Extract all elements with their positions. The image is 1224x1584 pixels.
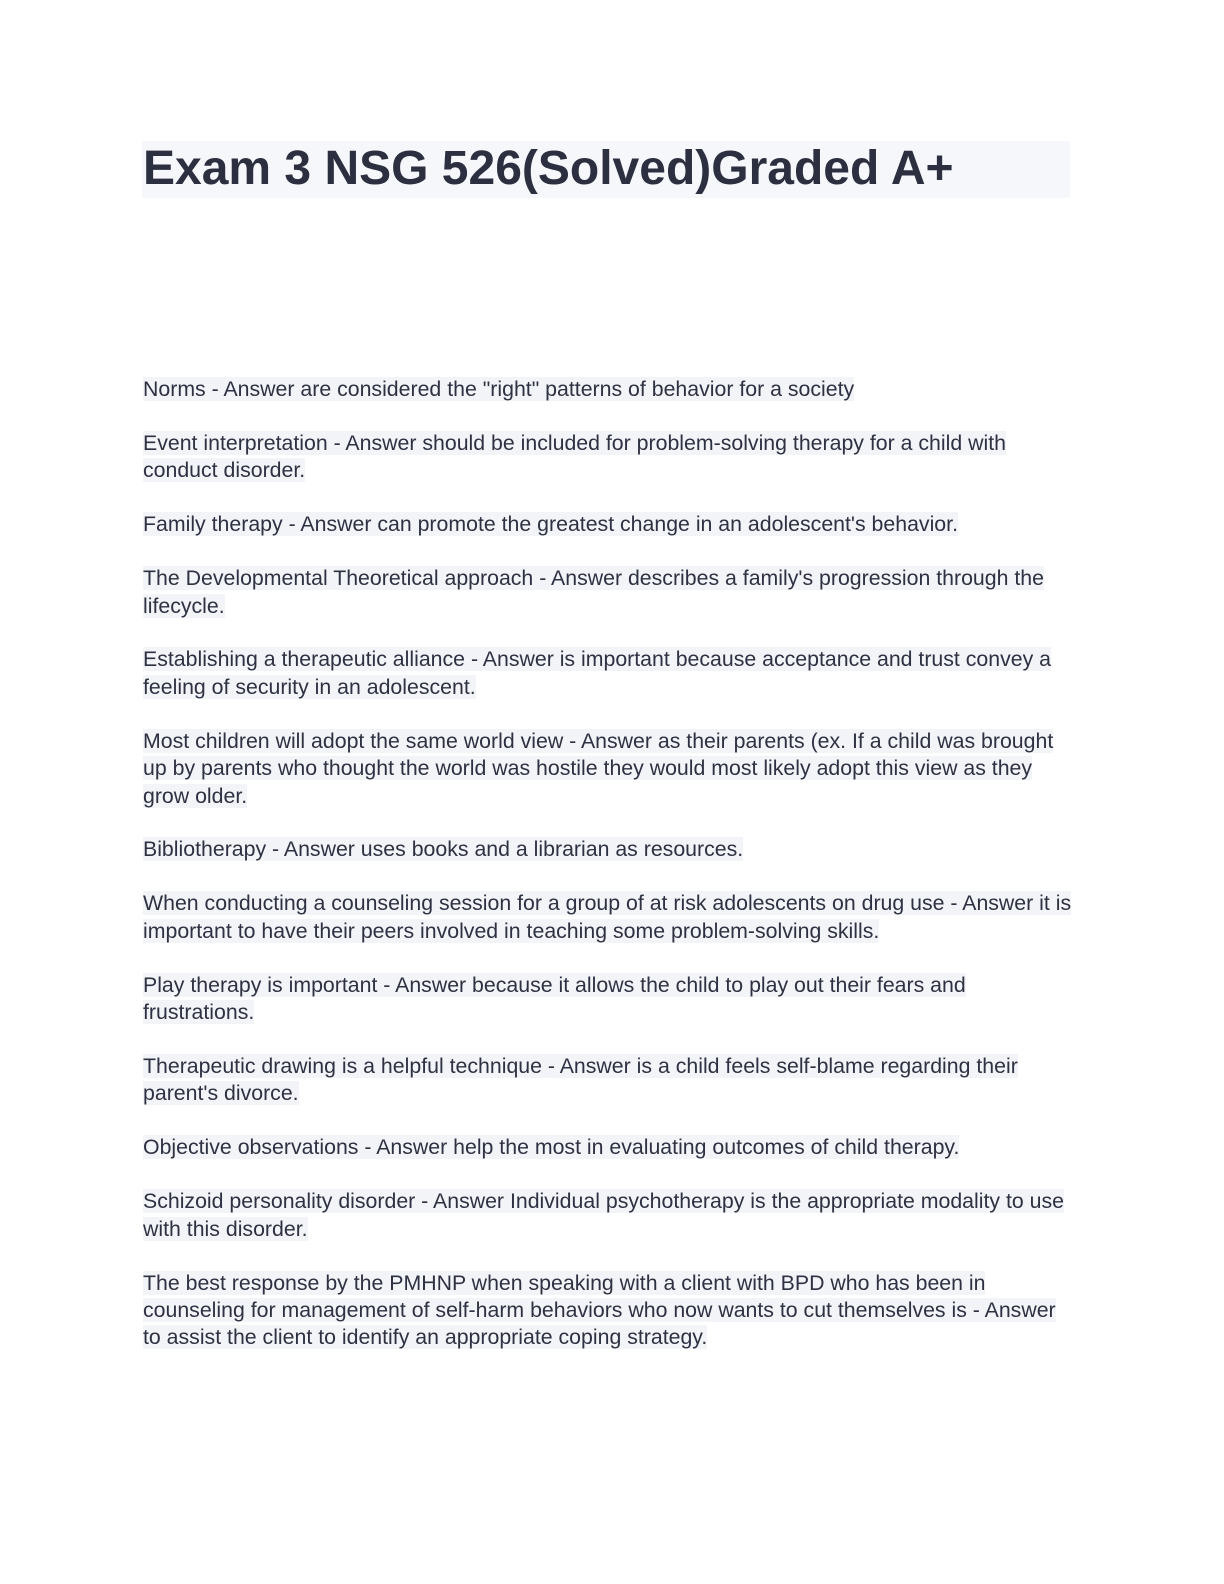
qa-text: Schizoid personality disorder - Answer Individual psychotherapy is the appropriate modality to use with this disorder. <box>143 1189 1064 1241</box>
qa-item <box>143 1134 1078 1161</box>
qa-text: Bibliotherapy - Answer uses books and a librarian as resources. <box>143 837 744 862</box>
qa-item <box>143 430 1078 485</box>
qa-list <box>143 376 1078 1378</box>
qa-item <box>143 1270 1078 1352</box>
qa-item <box>143 565 1078 620</box>
qa-item <box>143 728 1078 810</box>
qa-text: Therapeutic drawing is a helpful technique - Answer is a child feels self-blame regarding their parent's divorce. <box>143 1054 1018 1106</box>
qa-item <box>143 890 1078 945</box>
qa-text: The Developmental Theoretical approach - Answer describes a family's progression through the lifecycle. <box>143 566 1044 618</box>
qa-text: Play therapy is important - Answer because it allows the child to play out their fears and frustrations. <box>143 972 966 1025</box>
qa-text: Establishing a therapeutic alliance - Answer is important because acceptance and trust convey a feeling of security in an adolescent. <box>143 647 1051 699</box>
qa-text: Most children will adopt the same world view - Answer as their parents (ex. If a child was brought up by parents who thought the world was hostile they would most likely adopt this view as they grow older. <box>143 728 1054 808</box>
qa-item <box>143 511 1078 538</box>
qa-item <box>143 972 1078 1027</box>
qa-text: Norms - Answer are considered the "right" patterns of behavior for a society <box>143 377 855 401</box>
qa-text: When conducting a counseling session for a group of at risk adolescents on drug use - Answer it is important to have their peers involved in teaching some problem-solving skills. <box>143 891 1072 943</box>
qa-text: Event interpretation - Answer should be included for problem-solving therapy for a child with conduct disorder. <box>143 430 1006 483</box>
qa-item <box>143 1053 1078 1108</box>
qa-item <box>143 836 1078 863</box>
qa-item <box>143 646 1078 701</box>
qa-text: Family therapy - Answer can promote the greatest change in an adolescent's behavior. <box>143 512 958 537</box>
document-title: Exam 3 NSG 526(Solved)Graded A+ <box>143 142 954 195</box>
qa-text: The best response by the PMHNP when speaking with a client with BPD who has been in counseling for management of self-harm behaviors who now wants to cut themselves is - Answer to assist the client to identify an appropriate coping strategy. <box>143 1270 1056 1350</box>
qa-text: Objective observations - Answer help the most in evaluating outcomes of child therapy. <box>143 1135 960 1160</box>
qa-item <box>143 1188 1078 1243</box>
qa-item <box>143 376 1078 403</box>
